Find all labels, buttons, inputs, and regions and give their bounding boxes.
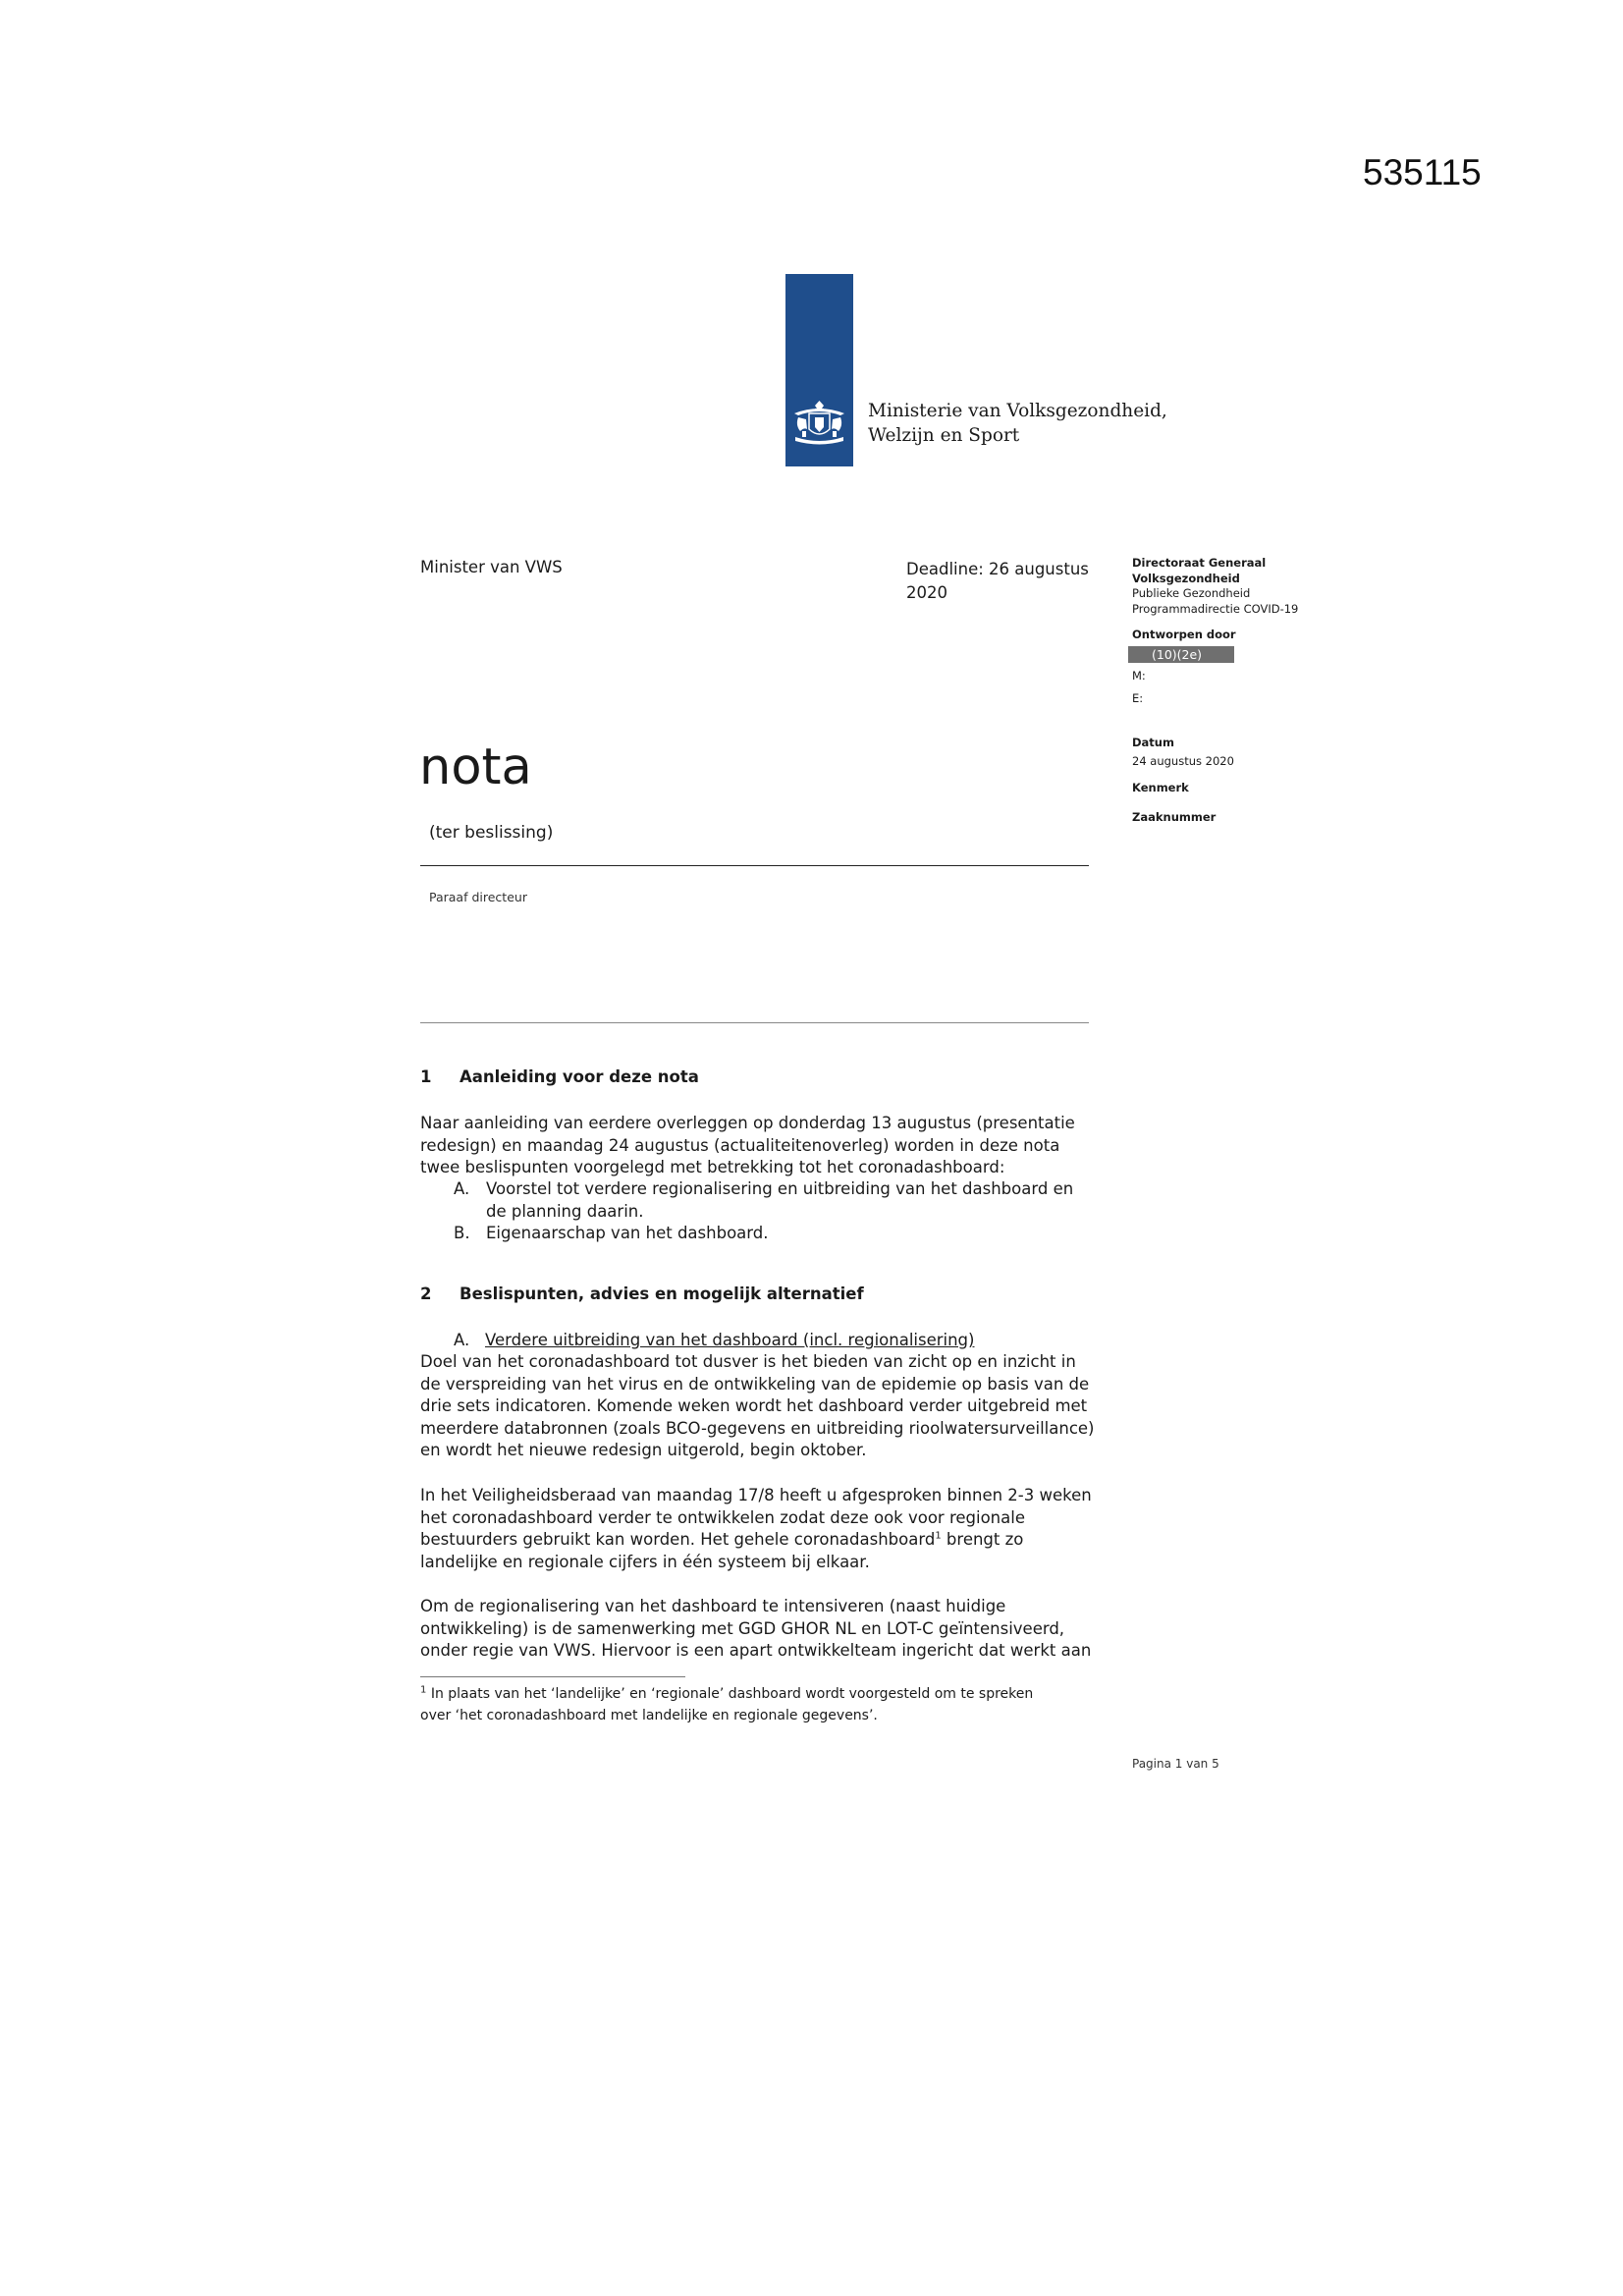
ministry-name [868, 399, 1167, 448]
divider [420, 865, 1089, 866]
paragraph-line: ontwikkeling) is de samenwerking met GGD GHOR NL en LOT-C geïntensiveerd, [420, 1618, 1065, 1638]
paragraph-line: redesign) en maandag 24 augustus (actualiteitenoverleg) worden in deze nota [420, 1135, 1060, 1155]
paragraph-line [420, 1529, 1127, 1552]
sidebar-kenmerk-label: Kenmerk [1132, 781, 1189, 794]
paragraph-line: onder regie van VWS. Hiervoor is een apart ontwikkelteam ingericht dat werkt aan [420, 1641, 1092, 1660]
paragraph-line: Om de regionalisering van het dashboard te intensiveren (naast huidige [420, 1597, 1006, 1615]
sidebar-org1: Directoraat Generaal [1132, 556, 1267, 570]
section2-heading [420, 1285, 864, 1303]
paragraph-line: landelijke en regionale cijfers in één systeem bij elkaar. [420, 1552, 870, 1571]
footnote-reference: 1 [935, 1530, 942, 1542]
divider [420, 1022, 1089, 1023]
sidebar-zaaknummer-label: Zaaknummer [1132, 809, 1217, 824]
paragraph-text: bestuurders gebruikt kan worden. Het gehele coronadashboard [420, 1530, 936, 1549]
footnote-divider [420, 1676, 685, 1677]
list-item [420, 1223, 1134, 1245]
list-item-label: B. [454, 1224, 470, 1242]
ministry-name-line1: Ministerie van Volksgezondheid, [868, 401, 1167, 421]
footnote-text: In plaats van het ‘landelijke’ en ‘regionale’ dashboard wordt voorgesteld om te spreken [426, 1686, 1034, 1702]
sidebar-e-label: E: [1132, 690, 1144, 705]
sidebar-date-label: Datum [1132, 736, 1174, 749]
footnote-mark: 1 [420, 1684, 427, 1696]
paragraph-line: twee beslispunten voorgelegd met betrekking tot het coronadashboard: [420, 1158, 1005, 1176]
paragraph-line: Doel van het coronadashboard tot dusver is het bieden van zicht op en inzicht in [420, 1352, 1076, 1371]
sidebar-date-value: 24 augustus 2020 [1132, 753, 1234, 768]
sidebar-m-label: M: [1132, 669, 1146, 683]
sidebar-designed-by-label: Ontworpen door [1132, 628, 1236, 641]
section1-list [420, 1178, 1134, 1245]
document-title: nota [419, 738, 532, 796]
subheading-label: A. [454, 1331, 470, 1349]
list-item-text: Voorstel tot verdere regionalisering en uitbreiding van het dashboard en [486, 1179, 1074, 1198]
sidebar-org2: Volksgezondheid [1132, 571, 1240, 585]
section1-heading [420, 1067, 699, 1086]
paragraph-line: en wordt het nieuwe redesign uitgerold, begin oktober. [420, 1441, 867, 1459]
document-subtitle: (ter beslissing) [429, 823, 554, 843]
paragraph-line: In het Veiligheidsberaad van maandag 17/8 heeft u afgesproken binnen 2-3 weken [420, 1486, 1092, 1504]
footnote-line [420, 1683, 1098, 1705]
section2-subheading [454, 1331, 974, 1349]
sidebar-dept1: Publieke Gezondheid [1132, 586, 1251, 600]
paragraph-line: Naar aanleiding van eerdere overleggen op donderdag 13 augustus (presentatie [420, 1114, 1075, 1132]
footnote-line: over ‘het coronadashboard met landelijke en regionale gegevens’. [420, 1708, 878, 1723]
paragraph-line: drie sets indicatoren. Komende weken wordt het dashboard verder uitgebreid met [420, 1396, 1088, 1415]
list-item-text: Eigenaarschap van het dashboard. [486, 1224, 769, 1242]
footnote [420, 1683, 1098, 1726]
deadline [906, 558, 1089, 605]
paraaf-label: Paraaf directeur [429, 890, 527, 904]
paragraph-text: brengt zo [941, 1530, 1024, 1549]
deadline-line2: 2020 [906, 583, 947, 602]
paragraph-line: de verspreiding van het virus en de ontwikkeling van de epidemie op basis van de [420, 1374, 1090, 1394]
document-number: 535115 [1363, 152, 1482, 192]
sidebar-redaction-row [1132, 646, 1338, 664]
royal-crest-icon [791, 400, 847, 449]
ministry-name-line2: Welzijn en Sport [868, 425, 1020, 446]
sidebar-metadata [1132, 556, 1338, 825]
section2-paragraph-3 [420, 1596, 1127, 1663]
list-item-text: de planning daarin. [486, 1201, 644, 1221]
section2-heading-text: Beslispunten, advies en mogelijk alternatief [460, 1285, 864, 1303]
page-number: Pagina 1 van 5 [1132, 1757, 1219, 1771]
list-item [420, 1178, 1134, 1223]
list-item-label: A. [454, 1179, 470, 1198]
section2-paragraph-2 [420, 1485, 1127, 1573]
subheading-title: Verdere uitbreiding van het dashboard (incl. regionalisering) [485, 1331, 975, 1349]
addressee: Minister van VWS [420, 558, 563, 576]
section1-paragraph [420, 1113, 1127, 1179]
section2-paragraph-1 [420, 1351, 1127, 1462]
government-logo-bar [785, 274, 853, 466]
section1-number: 1 [420, 1067, 432, 1086]
deadline-line1: Deadline: 26 augustus [906, 560, 1089, 578]
paragraph-line: het coronadashboard verder te ontwikkelen zodat deze ook voor regionale [420, 1507, 1025, 1527]
redaction-box: (10)(2e) [1128, 646, 1234, 663]
section2-number: 2 [420, 1285, 432, 1303]
sidebar-dept2: Programmadirectie COVID-19 [1132, 601, 1299, 616]
section1-heading-text: Aanleiding voor deze nota [460, 1067, 699, 1086]
paragraph-line: meerdere databronnen (zoals BCO-gegevens en uitbreiding rioolwatersurveillance) [420, 1418, 1095, 1438]
